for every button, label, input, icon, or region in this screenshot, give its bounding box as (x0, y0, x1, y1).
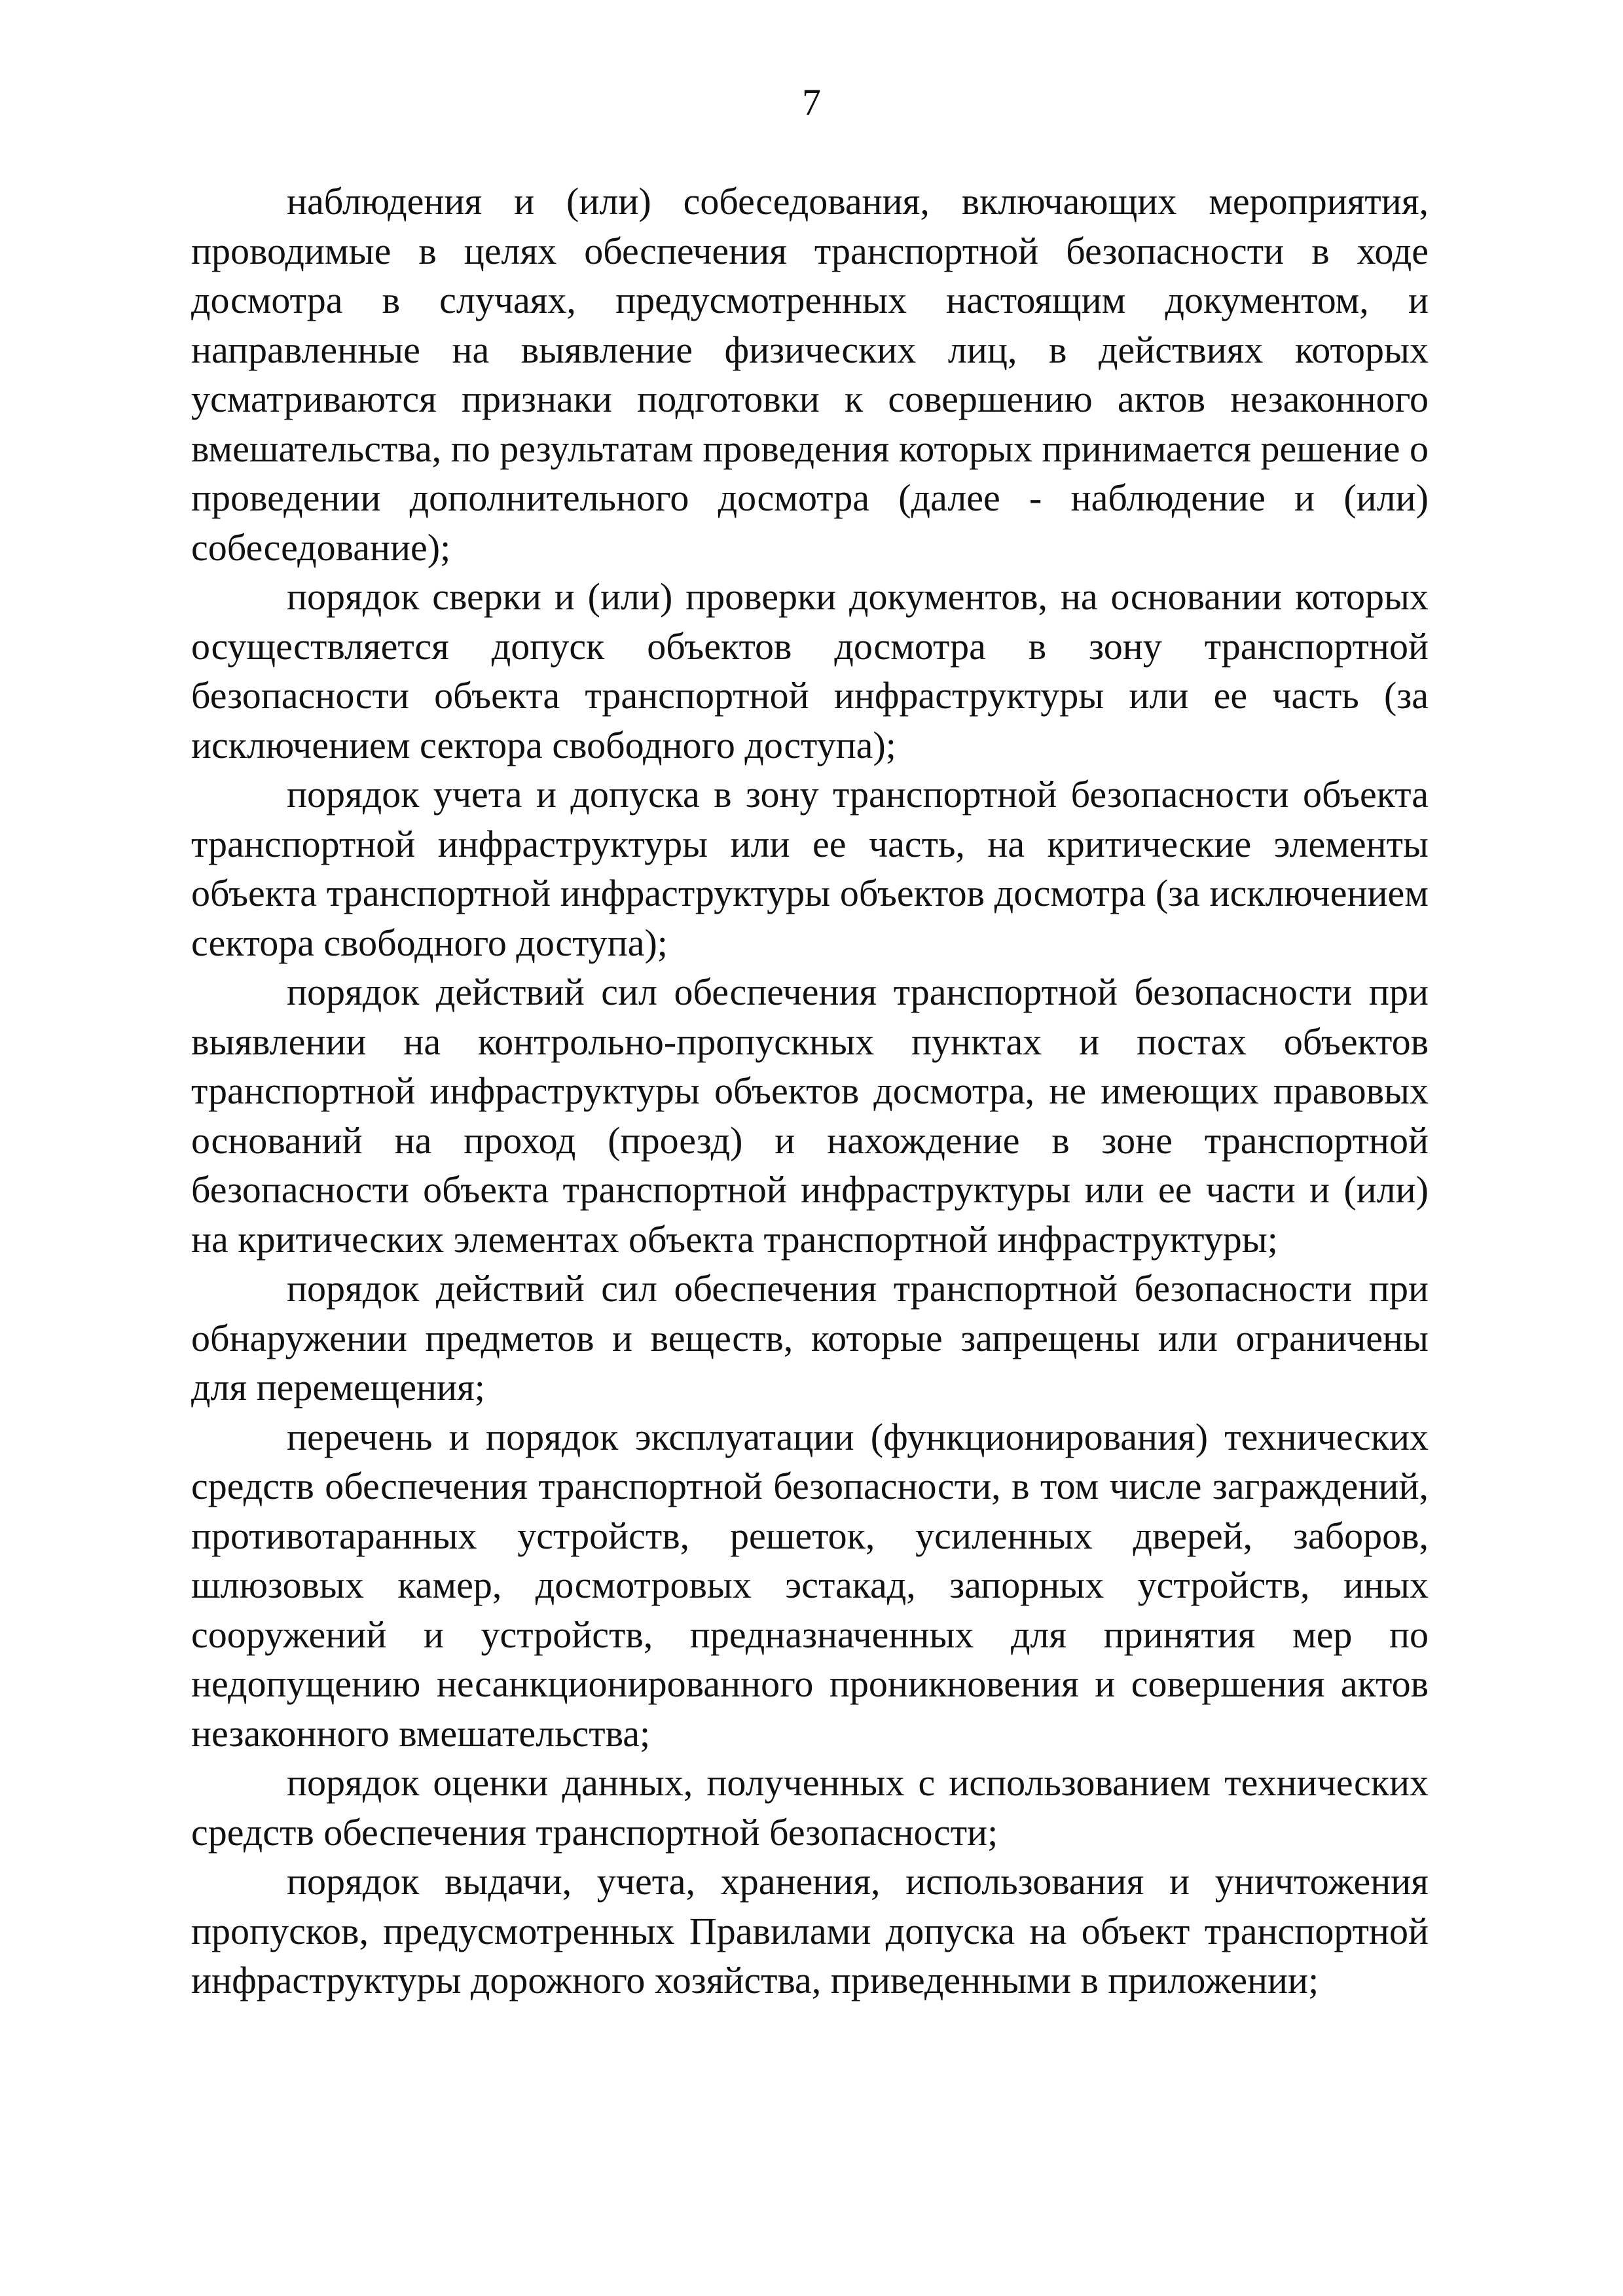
paragraph-observation-interview: наблюдения и (или) собеседования, включающих мероприятия, проводимые в целях обеспечения транспортной безопасности в ходе досмотра в случаях, предусмотренных настоящим документом, и направленные на выявление физических лиц, в действиях которых усматриваются признаки подготовки к совершению актов незаконного вмешательства, по результатам проведения которых принимается решение о проведении дополнительного досмотра (далее - наблюдение и (или) собеседование); (191, 180, 1429, 569)
paragraph-technical-means-list: перечень и порядок эксплуатации (функционирования) технических средств обеспечения транспортной безопасности, в том числе заграждений, противотаранных устройств, решеток, усиленных дверей, заборов, шлюзовых камер, досмотровых эстакад, запорных устройств, иных сооружений и устройств, предназначенных для принятия мер по недопущению несанкционированного проникновения и совершения актов незаконного вмешательства; (191, 1415, 1429, 1755)
document-body (191, 177, 1429, 2005)
paragraph-actions-unauthorized-persons: порядок действий сил обеспечения транспортной безопасности при выявлении на контрольно-пропускных пунктах и постах объектов транспортной инфраструктуры объектов досмотра, не имеющих правовых оснований на проход (проезд) и нахождение в зоне транспортной безопасности объекта транспортной инфраструктуры или ее части и (или) на критических элементах объекта транспортной инфраструктуры; (191, 971, 1429, 1261)
paragraph-document-verification: порядок сверки и (или) проверки документов, на основании которых осуществляется допуск объектов досмотра в зону транспортной безопасности объекта транспортной инфраструктуры или ее часть (за исключением сектора свободного доступа); (191, 575, 1429, 766)
paragraph-pass-issuance: порядок выдачи, учета, хранения, использования и уничтожения пропусков, предусмотренных Правилами допуска на объект транспортной инфраструктуры дорожного хозяйства, приведенными в приложении; (191, 1860, 1429, 2001)
paragraph-data-assessment: порядок оценки данных, полученных с использованием технических средств обеспечения транспортной безопасности; (191, 1761, 1429, 1854)
page-number: 7 (802, 81, 821, 124)
paragraph-actions-prohibited-items: порядок действий сил обеспечения транспортной безопасности при обнаружении предметов и веществ, которые запрещены или ограничены для перемещения; (191, 1267, 1429, 1408)
paragraph-access-accounting: порядок учета и допуска в зону транспортной безопасности объекта транспортной инфраструктуры или ее часть, на критические элементы объекта транспортной инфраструктуры объектов досмотра (за исключением сектора свободного доступа); (191, 773, 1429, 964)
